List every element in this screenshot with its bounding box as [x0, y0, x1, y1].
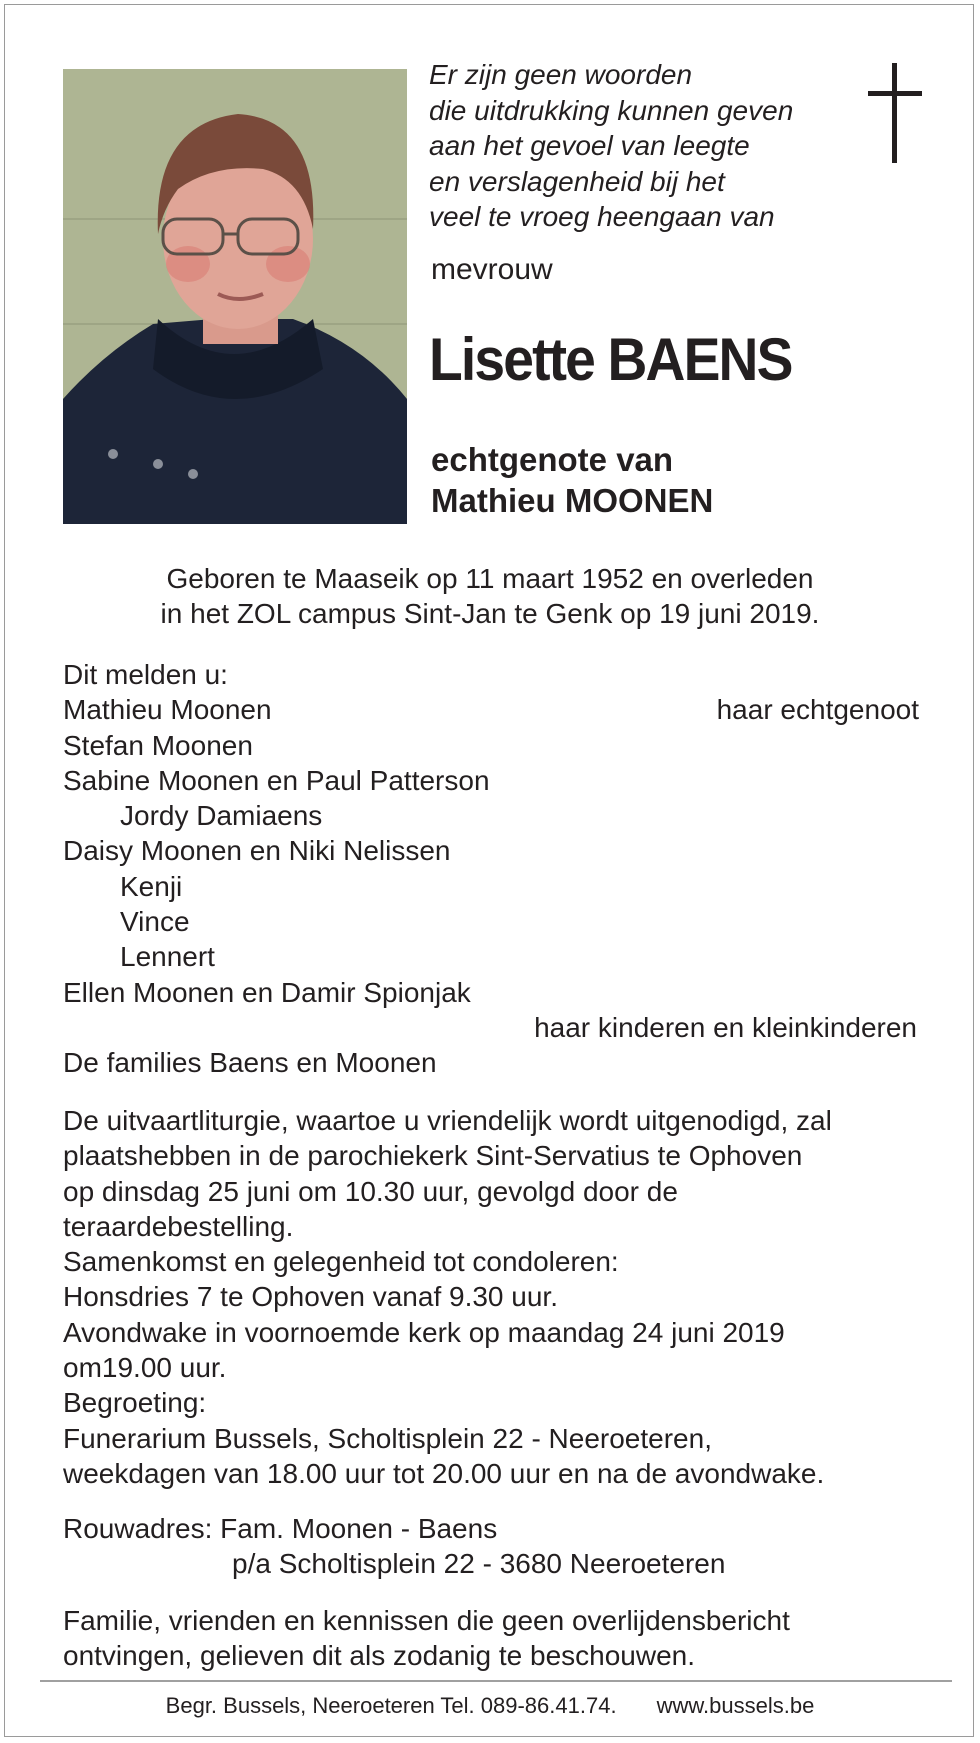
website-link[interactable]: www.bussels.be [656, 1693, 815, 1718]
closing-line: Familie, vrienden en kennissen die geen overlijdensbericht [63, 1605, 790, 1636]
birth-line: Geboren te Maaseik op 11 maart 1952 en overleden [166, 563, 814, 594]
mourner-name: Mathieu Moonen [63, 694, 272, 726]
footer [5, 1693, 975, 1719]
latin-cross-icon [865, 63, 925, 163]
funeral-line: Avondwake in voornoemde kerk op maandag 24 juni 2019 [63, 1316, 785, 1348]
obituary-card [4, 4, 974, 1737]
funeral-line: op dinsdag 25 juni om 10.30 uur, gevolgd door de [63, 1175, 678, 1207]
poem-line: die uitdrukking kunnen geven [429, 94, 794, 126]
families-line: De families Baens en Moonen [63, 1047, 437, 1079]
list-item: Kenji [120, 870, 183, 902]
funeral-line: om19.00 uur. [63, 1352, 227, 1384]
closing-note [63, 1603, 790, 1674]
honorific: mevrouw [431, 253, 553, 286]
portrait-illustration [63, 69, 407, 524]
mourner-role: haar echtgenoot [716, 694, 919, 726]
list-item: Sabine Moonen en Paul Patterson [63, 764, 490, 796]
list-item: Lennert [120, 941, 215, 973]
deceased-name: Lisette BAENS [429, 326, 792, 393]
list-item: Vince [120, 906, 190, 938]
footer-divider [40, 1680, 952, 1682]
funeral-line: Honsdries 7 te Ophoven vanaf 9.30 uur. [63, 1281, 558, 1313]
poem-text [429, 57, 849, 235]
funeral-line: Begroeting: [63, 1387, 207, 1419]
list-item: Daisy Moonen en Niki Nelissen [63, 835, 451, 867]
address-line: Rouwadres: Fam. Moonen - Baens [63, 1513, 498, 1544]
list-item: Ellen Moonen en Damir Spionjak [63, 976, 471, 1008]
spouse-name: Mathieu MOONEN [431, 482, 714, 519]
funeral-director-contact: Begr. Bussels, Neeroeteren Tel. 089-86.41.74. [165, 1693, 617, 1718]
funeral-line: Samenkomst en gelegenheid tot condoleren: [63, 1246, 619, 1278]
funeral-details [63, 1103, 832, 1491]
address-line: p/a Scholtisplein 22 - 3680 Neeroeteren [232, 1548, 726, 1580]
funeral-line: weekdagen van 18.00 uur tot 20.00 uur en na de avondwake. [63, 1457, 825, 1489]
funeral-line: De uitvaartliturgie, waartoe u vriendelijk wordt uitgenodigd, zal [63, 1105, 832, 1136]
funeral-line: plaatshebben in de parochiekerk Sint-Servatius te Ophoven [63, 1140, 803, 1172]
birth-death-info [5, 561, 975, 631]
mourners-list [63, 657, 919, 1081]
death-line: in het ZOL campus Sint-Jan te Genk op 19 juni 2019. [160, 598, 820, 629]
closing-line: ontvingen, gelieven dit als zodanig te beschouwen. [63, 1640, 695, 1672]
mourning-address [63, 1511, 725, 1582]
poem-line: en verslagenheid bij het [429, 165, 725, 197]
relation-block [431, 439, 713, 521]
funeral-line: teraardebestelling. [63, 1210, 294, 1242]
list-item [63, 692, 919, 727]
portrait-photo [63, 69, 407, 524]
poem-line: Er zijn geen woorden [429, 59, 693, 90]
list-item: Stefan Moonen [63, 729, 253, 761]
mourners-intro: Dit melden u: [63, 659, 228, 690]
poem-line: veel te vroeg heengaan van [429, 201, 775, 232]
list-item: Jordy Damiaens [120, 800, 323, 832]
poem-line: aan het gevoel van leegte [429, 130, 750, 161]
children-role: haar kinderen en kleinkinderen [534, 1011, 917, 1043]
relation-label: echtgenote van [431, 441, 674, 478]
funeral-line: Funerarium Bussels, Scholtisplein 22 - Neeroeteren, [63, 1422, 712, 1454]
